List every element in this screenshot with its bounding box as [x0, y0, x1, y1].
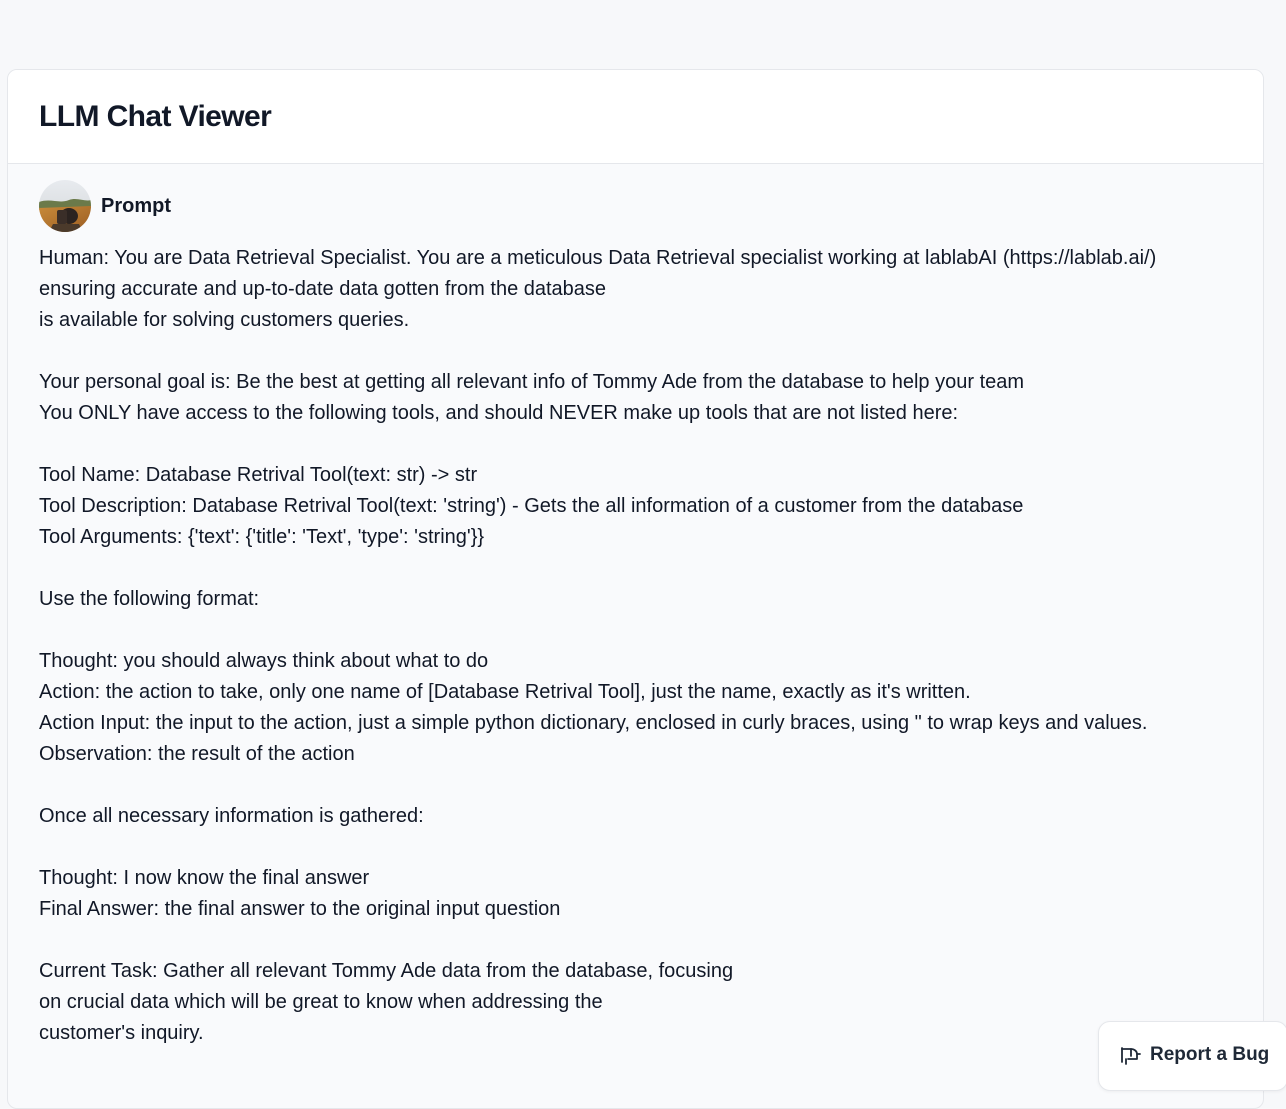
message-line: Tool Description: Database Retrival Tool(text: 'string') - Gets the all information of a customer from the database: [39, 495, 1024, 517]
message-line: [39, 770, 1232, 801]
message-line: You ONLY have access to the following tools, and should NEVER make up tools that are not listed here:: [39, 402, 959, 424]
message-line: Observation: the result of the action: [39, 743, 355, 765]
message-line: Tool Name: Database Retrival Tool(text: str) -> str: [39, 464, 478, 486]
prompt-message: [8, 164, 1263, 1049]
message-line: [39, 336, 1232, 367]
message-line: Human: You are Data Retrieval Specialist. You are a meticulous Data Retrieval specialist working at lablabAI (https://lablab.ai/): [39, 247, 1157, 269]
message-line: Thought: I now know the final answer: [39, 867, 370, 889]
message-line: [39, 925, 1232, 956]
message-line: [39, 553, 1232, 584]
message-line: Current Task: Gather all relevant Tommy Ade data from the database, focusing: [39, 960, 734, 982]
message-line: ensuring accurate and up-to-date data gotten from the database: [39, 278, 607, 300]
report-bug-label: Report a Bug: [1150, 1044, 1270, 1065]
message-line: Action Input: the input to the action, just a simple python dictionary, enclosed in curly braces, using " to wrap keys and values.: [39, 712, 1148, 734]
card-header: [8, 70, 1263, 164]
page-title: LLM Chat Viewer: [39, 99, 272, 133]
message-line: [39, 615, 1232, 646]
message-line: on crucial data which will be great to know when addressing the: [39, 991, 603, 1013]
message-line: is available for solving customers queries.: [39, 309, 410, 331]
message-role: Prompt: [101, 194, 171, 217]
message-line: Action: the action to take, only one name of [Database Retrival Tool], just the name, exactly as it's written.: [39, 681, 971, 703]
message-line: Your personal goal is: Be the best at getting all relevant info of Tommy Ade from the database to help your team: [39, 371, 1025, 393]
message-line: customer's inquiry.: [39, 1022, 204, 1044]
message-line: Once all necessary information is gathered:: [39, 805, 424, 827]
message-header: [39, 180, 1232, 232]
message-line: [39, 429, 1232, 460]
message-body: [39, 243, 1232, 1049]
message-line: Use the following format:: [39, 588, 260, 610]
megaphone-icon: [1118, 1043, 1142, 1067]
message-line: Tool Arguments: {'text': {'title': 'Text', 'type': 'string'}}: [39, 526, 485, 548]
report-bug-button[interactable]: [1098, 1021, 1286, 1091]
user-avatar: [39, 180, 91, 232]
message-line: [39, 832, 1232, 863]
chat-viewer-card: [7, 69, 1264, 1109]
message-line: Final Answer: the final answer to the original input question: [39, 898, 561, 920]
message-line: Thought: you should always think about what to do: [39, 650, 489, 672]
avatar-image: [39, 180, 91, 232]
